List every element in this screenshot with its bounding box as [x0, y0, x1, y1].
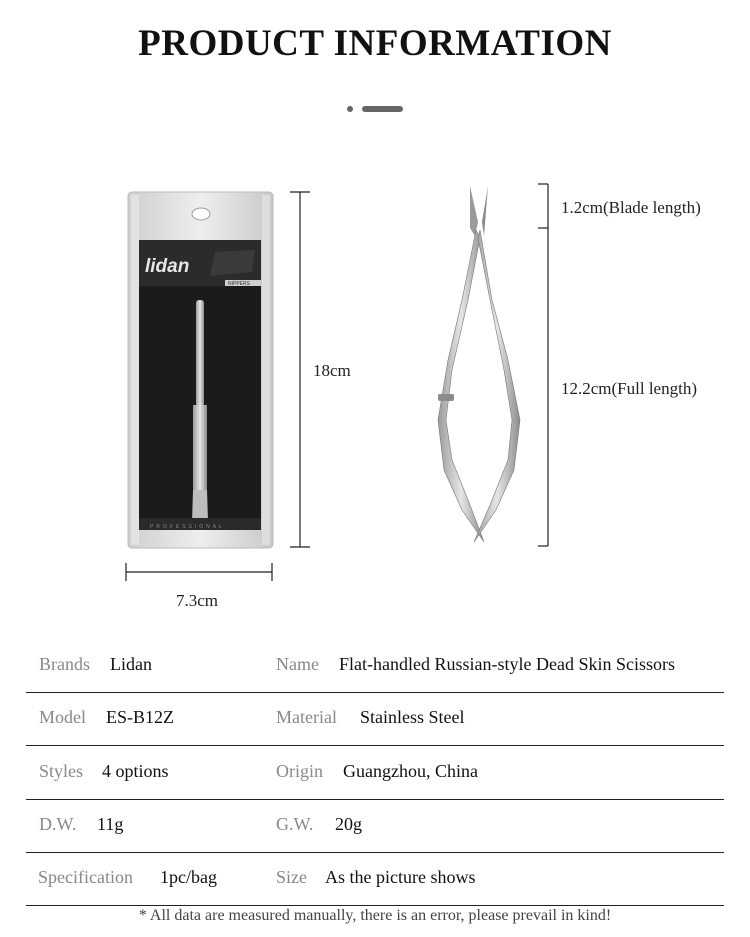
- spec-key: D.W.: [39, 814, 77, 834]
- spec-value: Lidan: [110, 654, 152, 674]
- spec-value: ES-B12Z: [106, 707, 175, 727]
- spec-key: Styles: [39, 761, 84, 781]
- spec-value: 1pc/bag: [160, 867, 217, 887]
- scissors-dimension: [538, 184, 548, 546]
- package-height-dimension: [290, 192, 310, 547]
- spec-row: [26, 693, 724, 746]
- package-image: [128, 192, 273, 548]
- spec-value: Flat-handled Russian-style Dead Skin Scissors: [339, 654, 675, 674]
- disclaimer-note: * All data are measured manually, there is an error, please prevail in kind!: [138, 907, 612, 924]
- spec-row: [26, 747, 724, 800]
- package-strip-text: NIPPERS: [228, 281, 250, 287]
- package-width-dimension: [126, 563, 272, 581]
- spec-value: 20g: [335, 814, 362, 834]
- spec-key: Specification: [38, 867, 133, 887]
- spec-key: Material: [276, 707, 337, 727]
- package-bottom-text: PROFESSIONAL: [150, 524, 225, 530]
- spec-row: [26, 853, 724, 906]
- spec-key: G.W.: [276, 814, 314, 834]
- spec-row: [26, 640, 724, 693]
- spec-value: Stainless Steel: [360, 707, 465, 727]
- full-length-label: 12.2cm(Full length): [561, 379, 697, 398]
- spec-row: [26, 800, 724, 853]
- scissors-image: [438, 186, 520, 542]
- package-width-label: 7.3cm: [176, 591, 219, 610]
- spec-value: Guangzhou, China: [343, 761, 478, 781]
- spec-value: 4 options: [102, 761, 169, 781]
- spec-key: Brands: [39, 654, 90, 674]
- package-brand-mark: lidan: [145, 256, 190, 277]
- spec-key: Model: [39, 707, 86, 727]
- spec-key: Origin: [276, 761, 323, 781]
- blade-length-label: 1.2cm(Blade length): [561, 198, 701, 217]
- page-title: PRODUCT INFORMATION: [138, 23, 612, 64]
- spec-value: As the picture shows: [325, 867, 476, 887]
- package-height-label: 18cm: [313, 361, 351, 380]
- spec-key: Name: [276, 654, 319, 674]
- spec-value: 11g: [97, 814, 124, 834]
- spec-key: Size: [276, 867, 307, 887]
